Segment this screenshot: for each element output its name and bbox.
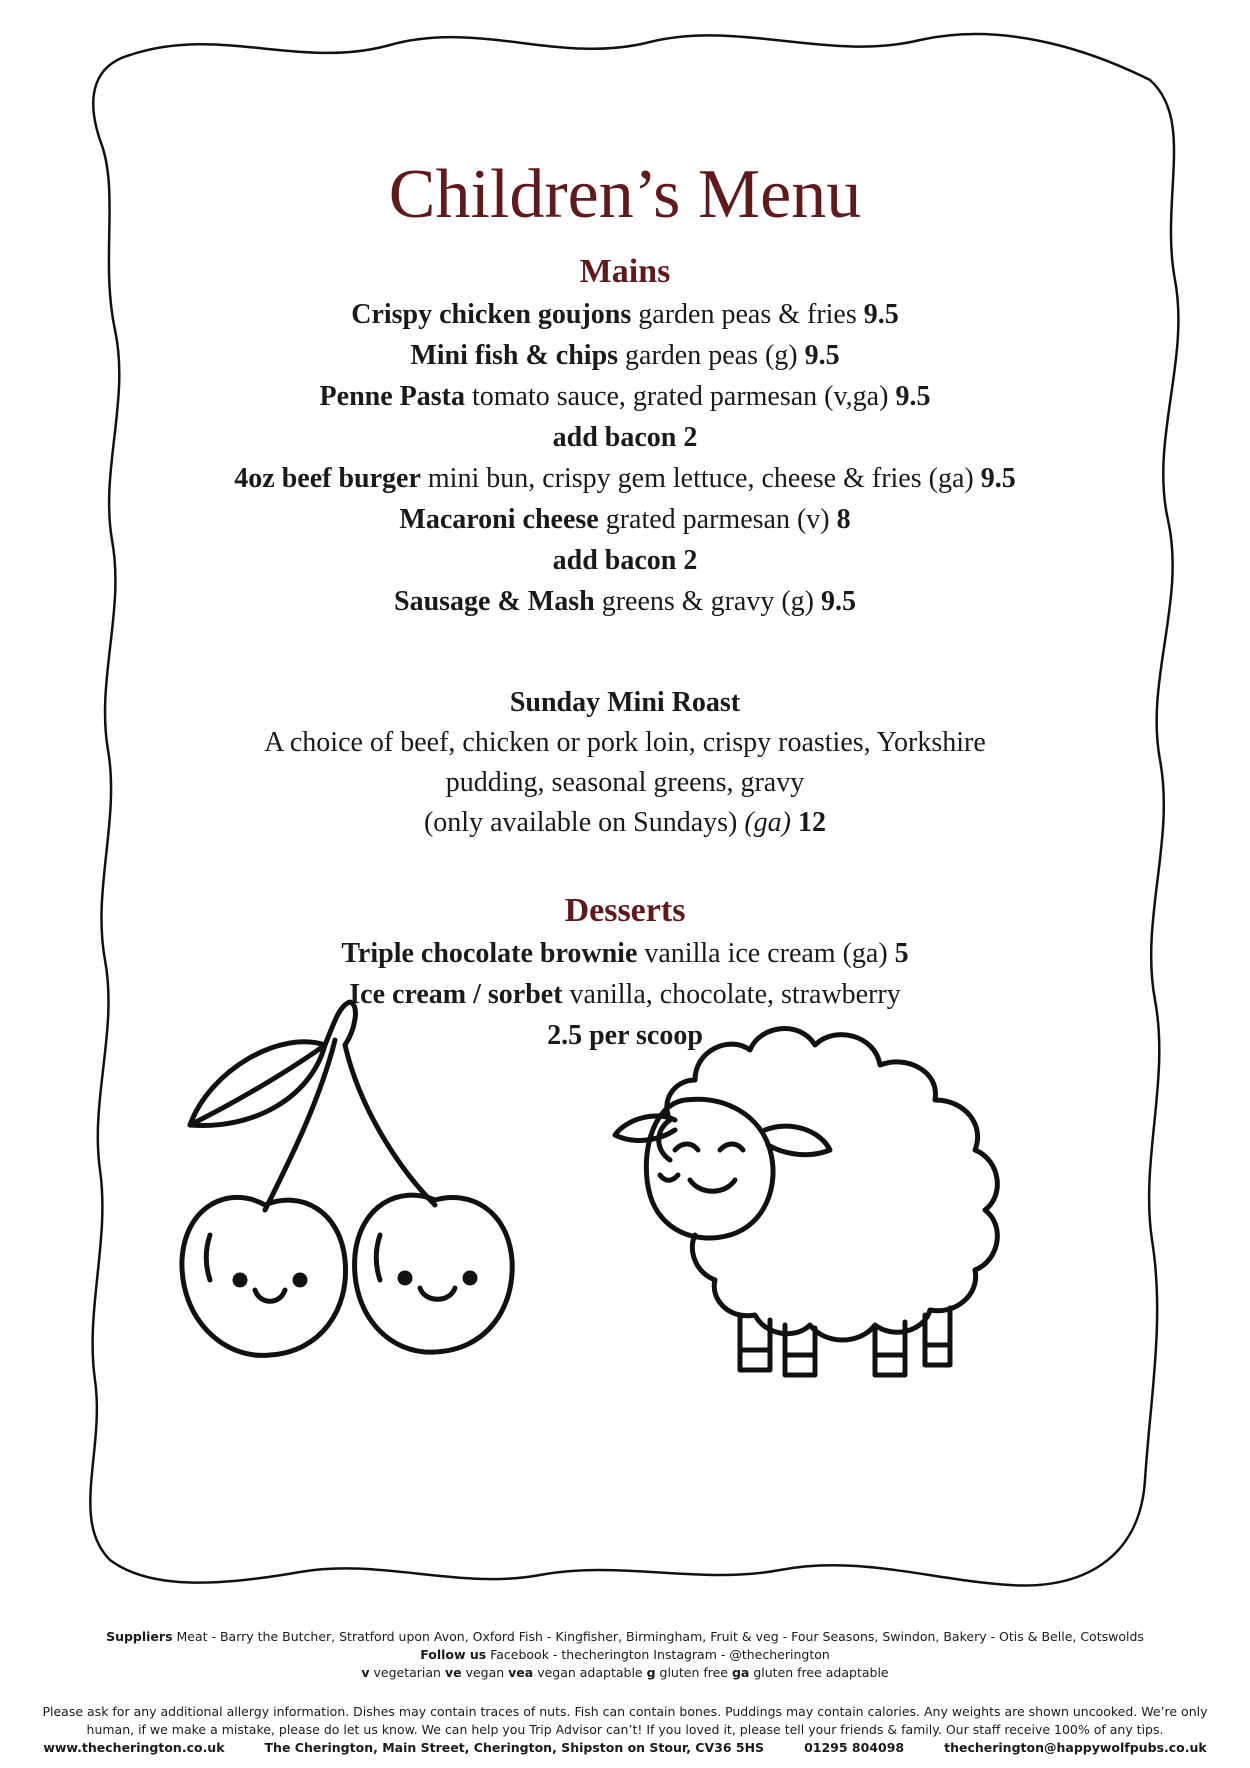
key-abbreviation: ve (444, 1665, 462, 1680)
mains-item-name: Macaroni cheese (399, 504, 599, 535)
contact-line (0, 1739, 1250, 1757)
allergy-line-1: Please ask for any additional allergy information. Dishes may contain traces of nuts. Fish can contain bones. Puddings may contain calories. Any weights are shown uncooked. We’re only (42, 1704, 1208, 1719)
suppliers-line (0, 1628, 1250, 1646)
mains-item-price: 8 (836, 504, 851, 535)
mains-item-name: 4oz beef burger (234, 463, 421, 494)
mains-item-price: 9.5 (895, 381, 931, 412)
roast-line-2: pudding, seasonal greens, gravy (445, 767, 805, 798)
follow-line (0, 1646, 1250, 1664)
follow-label: Follow us (420, 1647, 487, 1662)
key-meaning: vegetarian (369, 1665, 445, 1680)
roast-line-3: (only available on Sundays) (423, 807, 745, 838)
mains-list (100, 294, 1150, 622)
mains-item-name: add bacon 2 (552, 545, 698, 576)
roast-line-3-dietary: (ga) (744, 807, 792, 838)
cherries-icon (170, 990, 570, 1390)
mains-item (100, 458, 1150, 499)
mains-item-description: greens & gravy (g) (594, 586, 821, 617)
key-meaning: gluten free (655, 1665, 732, 1680)
key-meaning: vegan adaptable (533, 1665, 647, 1680)
mains-heading: Mains (579, 253, 671, 290)
key-abbreviation: ga (731, 1665, 750, 1680)
menu-title: Children’s Menu (388, 156, 862, 233)
phone-number[interactable]: 01295 804098 (804, 1740, 905, 1755)
dietary-key (0, 1664, 1250, 1682)
allergy-line-2: human, if we make a mistake, please do let us know. We can help you Trip Advisor can’t! If you loved it, please tell your friends & family. Our staff receive 100% of any tips. (86, 1722, 1164, 1737)
mains-item-description: garden peas & fries (631, 299, 864, 330)
key-abbreviation: v (361, 1665, 370, 1680)
mains-item-name: Sausage & Mash (394, 586, 595, 617)
desserts-heading: Desserts (564, 892, 686, 929)
mains-item (100, 335, 1150, 376)
mains-item-description: tomato sauce, grated parmesan (v,ga) (464, 381, 896, 412)
roast-heading: Sunday Mini Roast (509, 687, 741, 718)
mains-item-name: Penne Pasta (319, 381, 465, 412)
mains-item (100, 294, 1150, 335)
mains-item (100, 376, 1150, 417)
suppliers-label: Suppliers (106, 1629, 173, 1644)
mains-item-price: 9.5 (804, 340, 840, 371)
suppliers-text: Meat - Barry the Butcher, Stratford upon Avon, Oxford Fish - Kingfisher, Birmingham, Fruit & veg - Four Seasons, Swindon, Bakery - Otis & Belle, Cotswolds (172, 1629, 1144, 1644)
key-meaning: gluten free adaptable (749, 1665, 889, 1680)
mains-item-name: Crispy chicken goujons (351, 299, 632, 330)
mains-item (100, 581, 1150, 622)
mains-item (100, 499, 1150, 540)
mains-item-name: add bacon 2 (552, 422, 698, 453)
website-link[interactable]: www.thecherington.co.uk (43, 1740, 225, 1755)
roast-price: 12 (791, 807, 827, 838)
desserts-item (100, 933, 1150, 974)
footer-info (0, 1628, 1250, 1682)
desserts-item-name: 2.5 per scoop (547, 1020, 703, 1051)
mains-item-description: mini bun, crispy gem lettuce, cheese & fries (ga) (420, 463, 981, 494)
follow-text: Facebook - thecherington Instagram - @thecherington (486, 1647, 830, 1662)
key-abbreviation: vea (508, 1665, 534, 1680)
desserts-item-price: 5 (894, 938, 909, 969)
menu-content (100, 150, 1150, 1056)
desserts-item-name: Ice cream / sorbet (349, 979, 563, 1010)
mains-item-description: garden peas (g) (618, 340, 805, 371)
desserts-item-description: vanilla ice cream (ga) (637, 938, 895, 969)
mains-item-price: 9.5 (863, 299, 899, 330)
mains-item-description: grated parmesan (v) (598, 504, 837, 535)
desserts-item-description: vanilla, chocolate, strawberry (562, 979, 901, 1010)
mains-item (100, 540, 1150, 581)
mains-item-price: 9.5 (820, 586, 856, 617)
sheep-icon (600, 1010, 1070, 1390)
email-link[interactable]: thecherington@happywolfpubs.co.uk (944, 1740, 1207, 1755)
footer-legal (0, 1703, 1250, 1757)
mains-item (100, 417, 1150, 458)
mains-item-name: Mini fish & chips (410, 340, 619, 371)
roast-line-1: A choice of beef, chicken or pork loin, crispy roasties, Yorkshire (264, 727, 986, 758)
desserts-item-name: Triple chocolate brownie (341, 938, 638, 969)
roast-description (195, 723, 1055, 843)
mains-item-price: 9.5 (980, 463, 1016, 494)
key-meaning: vegan (461, 1665, 509, 1680)
address-text: The Cherington, Main Street, Cherington, Shipston on Stour, CV36 5HS (264, 1740, 765, 1755)
key-abbreviation: g (646, 1665, 656, 1680)
